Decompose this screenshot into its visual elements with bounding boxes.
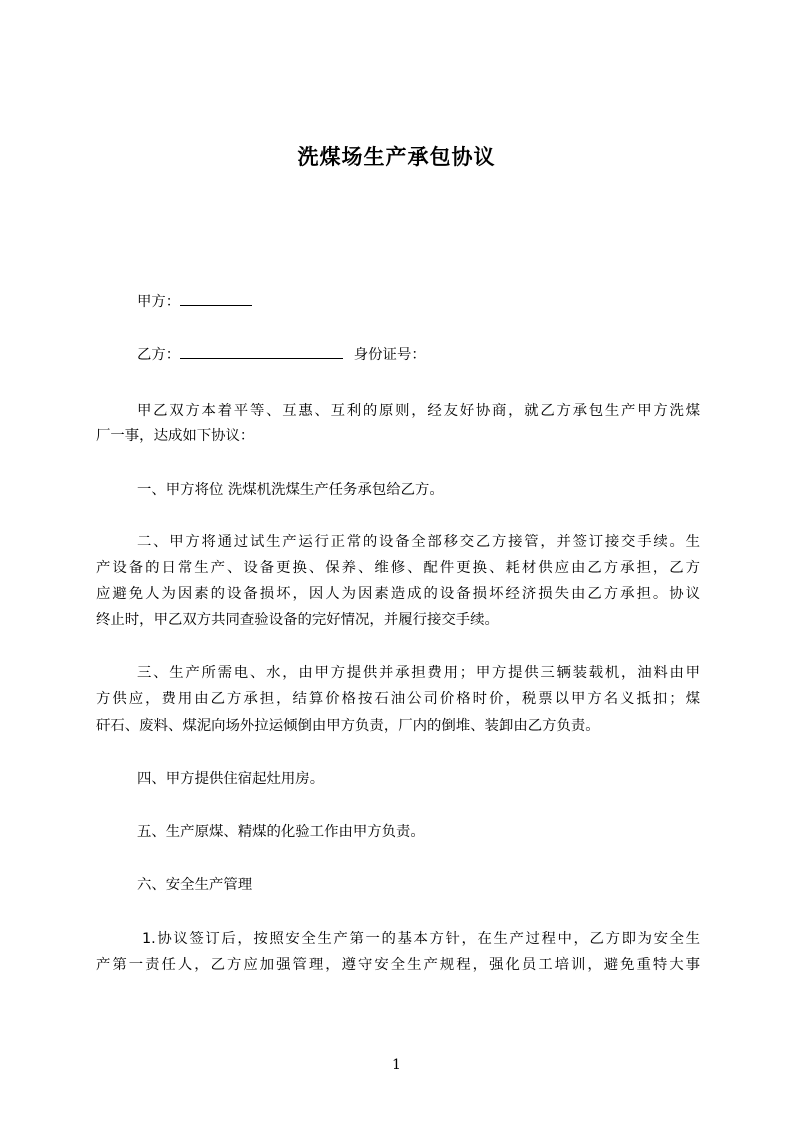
intro-line-1: 甲乙双方本着平等、互惠、互利的原则，经友好协商，就乙方承包生产甲方洗煤 [137,403,700,419]
clause-6-item-1-line-2: 产第一责任人，乙方应加强管理，遵守安全生产规程，强化员工培训，避免重特大事 [96,957,700,973]
party-b-id-label: 身份证号： [353,347,426,363]
clause-3-line-3: 矸石、废料、煤泥向场外拉运倾倒由甲方负责，厂内的倒堆、装卸由乙方负责。 [96,718,600,734]
party-a-blank [180,291,252,306]
party-b-line [137,344,741,365]
party-a-line [137,291,741,312]
party-a-label: 甲方： [137,294,181,310]
clause-1-line-1: 一、甲方将位 洗煤机洗煤生产任务承包给乙方。 [137,482,444,498]
clause-6-heading: 六、安全生产管理 [137,877,253,893]
clause-2-line-2: 产设备的日常生产、设备更换、保养、维修、配件更换、耗材供应由乙方承担，乙方 [96,560,700,576]
intro-line-2: 厂一事，达成如下协议： [96,428,255,444]
clause-4-line-1: 四、甲方提供住宿起灶用房。 [137,771,325,787]
clause-3-line-1: 三、生产所需电、水，由甲方提供并承担费用；甲方提供三辆装载机，油料由甲 [137,665,700,681]
clause-5-line-1: 五、生产原煤、精煤的化验工作由甲方负责。 [137,824,425,840]
clause-2-line-4: 终止时，甲乙双方共同查验设备的完好情况，并履行接交手续。 [96,612,499,628]
party-b-label: 乙方： [137,347,181,363]
clause-2-line-3: 应避免人为因素的设备损坏，因人为因素造成的设备损坏经济损失由乙方承担。协议 [96,586,700,602]
document-title: 洗煤场生产承包协议 [297,145,496,169]
page-number: 1 [392,1057,401,1073]
party-b-blank [180,344,343,359]
clause-6-item-1-line-1: 1.协议签订后，按照安全生产第一的基本方针，在生产过程中，乙方即为安全生 [142,931,700,947]
clause-2-line-1: 二、甲方将通过试生产运行正常的设备全部移交乙方接管，并签订接交手续。生 [137,534,700,550]
clause-3-line-2: 方供应，费用由乙方承担，结算价格按石油公司价格时价，税票以甲方名义抵扣；煤 [96,691,700,707]
